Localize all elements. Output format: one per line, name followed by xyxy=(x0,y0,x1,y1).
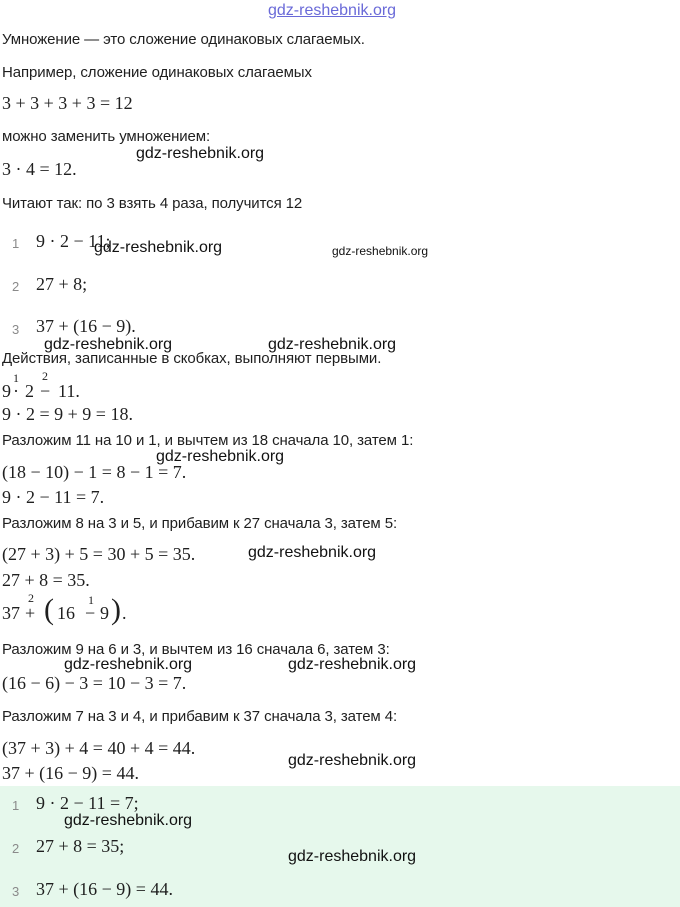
watermark: gdz-reshebnik.org xyxy=(44,336,173,353)
answer-number: 2 xyxy=(12,841,20,856)
step2-text: Разложим 8 на 3 и 5, и прибавим к 27 сначала 3, затем 5: xyxy=(2,515,398,532)
task-number: 3 xyxy=(12,322,20,337)
watermark: gdz-reshebnik.org xyxy=(288,848,417,865)
watermark: gdz-reshebnik.org xyxy=(64,812,193,829)
watermark: gdz-reshebnik.org xyxy=(288,752,417,769)
answer-block xyxy=(0,786,680,907)
watermark: gdz-reshebnik.org xyxy=(94,239,223,256)
task-expression: 37 + (16 − 9). xyxy=(36,316,136,336)
answer-number: 1 xyxy=(12,798,20,813)
step1-text: Разложим 11 на 10 и 1, и вычтем из 18 сначала 10, затем 1: xyxy=(2,432,414,449)
watermark: gdz-reshebnik.org xyxy=(136,145,265,162)
order-operand: 16 xyxy=(57,603,75,623)
watermark: gdz-reshebnik.org xyxy=(332,244,429,258)
watermark: gdz-reshebnik.org xyxy=(156,448,285,465)
step3-equation-1: (16 − 6) − 3 = 10 − 3 = 7. xyxy=(2,673,187,693)
order-number: 1 xyxy=(13,371,19,385)
step3-text-1: Разложим 9 на 6 и 3, и вычтем из 16 сначала 6, затем 3: xyxy=(2,641,390,658)
theory-line-3: можно заменить умножением: xyxy=(2,128,211,145)
order-operand: 37 xyxy=(2,603,20,623)
theory-line-1: Умножение — это сложение одинаковых слагаемых. xyxy=(2,31,365,48)
watermark: gdz-reshebnik.org xyxy=(248,544,377,561)
step3-equation-2: (37 + 3) + 4 = 40 + 4 = 44. xyxy=(2,738,196,758)
order-operand: 11. xyxy=(58,381,80,401)
answer-expression: 9 · 2 − 11 = 7; xyxy=(36,793,139,813)
watermark: gdz-reshebnik.org xyxy=(64,656,193,673)
theory-line-2: Например, сложение одинаковых слагаемых xyxy=(2,64,312,81)
order-number: 2 xyxy=(42,369,48,383)
open-paren: ( xyxy=(44,593,54,626)
order-number: 2 xyxy=(28,591,34,605)
answer-number: 3 xyxy=(12,884,20,899)
step3-result: 37 + (16 − 9) = 44. xyxy=(2,763,139,783)
watermark: gdz-reshebnik.org xyxy=(288,656,417,673)
step2-equation: (27 + 3) + 5 = 30 + 5 = 35. xyxy=(2,544,196,564)
task-number: 2 xyxy=(12,279,20,294)
step2-result: 27 + 8 = 35. xyxy=(2,570,90,590)
task-number: 1 xyxy=(12,236,20,251)
order-operand: 9 xyxy=(100,603,109,623)
step1-result: 9 · 2 − 11 = 7. xyxy=(2,487,105,507)
watermark: gdz-reshebnik.org xyxy=(268,336,397,353)
theory-product: 3 · 4 = 12. xyxy=(2,159,77,179)
close-paren: ) xyxy=(111,593,121,626)
order-operator: − xyxy=(40,381,51,401)
order-operator: − xyxy=(85,603,96,623)
order-operator: · xyxy=(13,381,19,401)
theory-line-4: Читают так: по 3 взять 4 раза, получится 12 xyxy=(2,195,303,212)
answer-expression: 27 + 8 = 35; xyxy=(36,836,125,856)
theory-sum: 3 + 3 + 3 + 3 = 12 xyxy=(2,93,133,113)
solution-rule: Действия, записанные в скобках, выполняют первыми. xyxy=(2,350,382,367)
order-operand: 9 xyxy=(2,381,11,401)
step3-text-2: Разложим 7 на 3 и 4, и прибавим к 37 сначала 3, затем 4: xyxy=(2,708,398,725)
order-operand: 2 xyxy=(25,381,34,401)
order-operator: + xyxy=(25,603,36,623)
step1-calc: 9 · 2 = 9 + 9 = 18. xyxy=(2,404,133,424)
site-header-link[interactable]: gdz-reshebnik.org xyxy=(268,2,397,19)
step1-equation: (18 − 10) − 1 = 8 − 1 = 7. xyxy=(2,462,187,482)
task-expression: 9 · 2 − 11; xyxy=(36,231,111,251)
task-expression: 27 + 8; xyxy=(36,274,88,294)
answer-expression: 37 + (16 − 9) = 44. xyxy=(36,879,173,899)
order-number: 1 xyxy=(88,593,94,607)
order-end: . xyxy=(122,603,127,623)
